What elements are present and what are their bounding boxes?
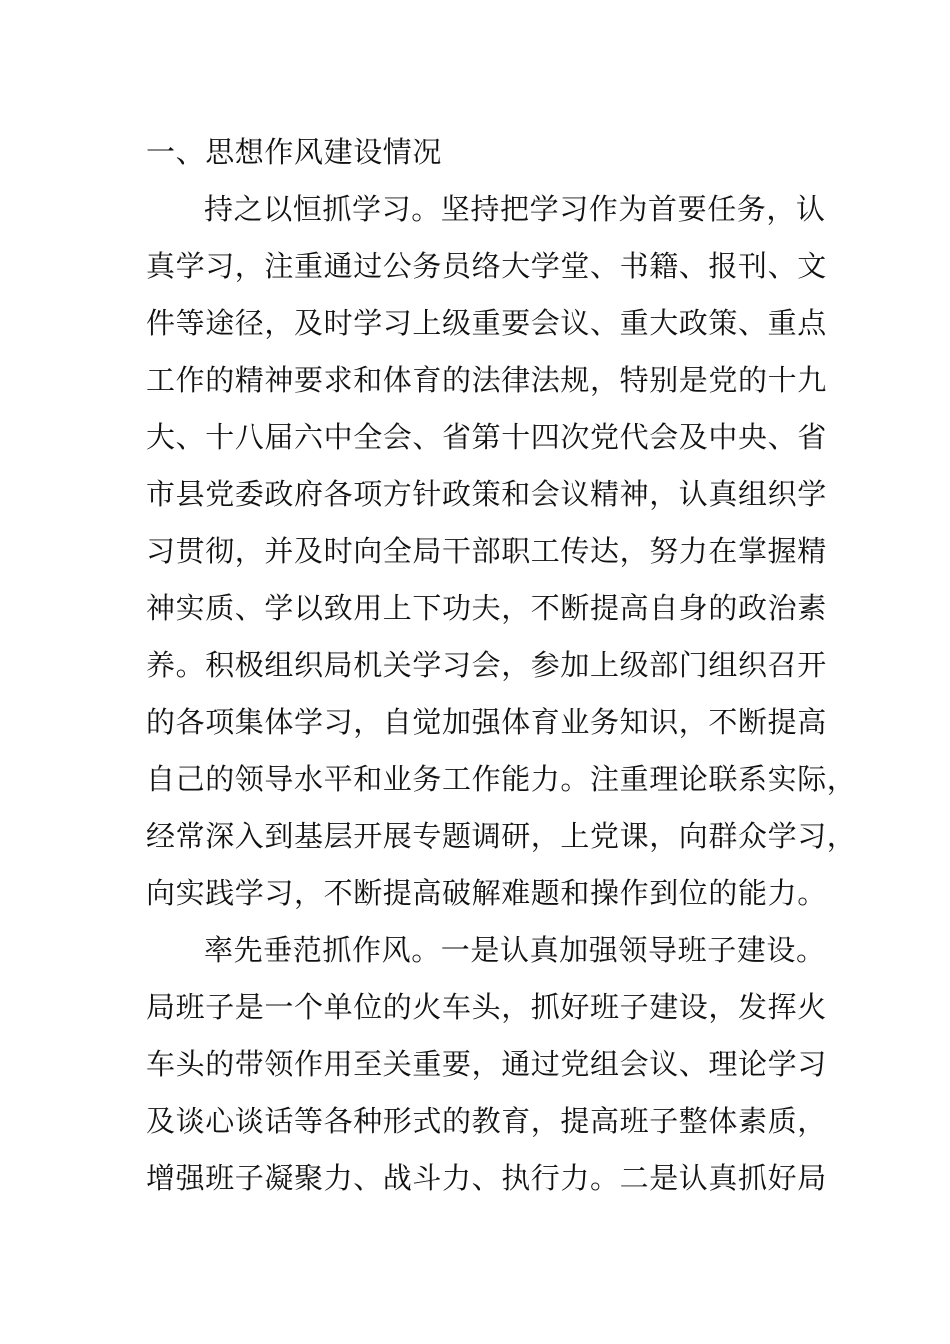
section-heading: 一、思想作风建设情况 bbox=[146, 135, 443, 169]
paragraph-line: 习贯彻，并及时向全局干部职工传达，努力在掌握精 bbox=[146, 534, 827, 568]
paragraph-line: 向实践学习，不断提高破解难题和操作到位的能力。 bbox=[146, 876, 827, 910]
paragraph-line: 市县党委政府各项方针政策和会议精神，认真组织学 bbox=[146, 477, 827, 511]
paragraph-line: 车头的带领作用至关重要，通过党组会议、理论学习 bbox=[146, 1047, 827, 1081]
paragraph-line: 自己的领导水平和业务工作能力。注重理论联系实际， bbox=[146, 762, 857, 796]
paragraph-line: 及谈心谈话等各种形式的教育，提高班子整体素质， bbox=[146, 1104, 827, 1138]
paragraph-line: 养。积极组织局机关学习会，参加上级部门组织召开 bbox=[146, 648, 827, 682]
paragraph-line: 局班子是一个单位的火车头，抓好班子建设，发挥火 bbox=[146, 990, 827, 1024]
paragraph-line: 大、十八届六中全会、省第十四次党代会及中央、省 bbox=[146, 420, 827, 454]
paragraph-line: 件等途径，及时学习上级重要会议、重大政策、重点 bbox=[146, 306, 827, 340]
paragraph-line: 持之以恒抓学习。坚持把学习作为首要任务，认 bbox=[204, 192, 826, 226]
paragraph-line: 神实质、学以致用上下功夫，不断提高自身的政治素 bbox=[146, 591, 827, 625]
paragraph-line: 率先垂范抓作风。一是认真加强领导班子建设。 bbox=[204, 933, 826, 967]
paragraph-line: 的各项集体学习，自觉加强体育业务知识，不断提高 bbox=[146, 705, 827, 739]
paragraph-line: 工作的精神要求和体育的法律法规，特别是党的十九 bbox=[146, 363, 827, 397]
paragraph-line: 真学习，注重通过公务员络大学堂、书籍、报刊、文 bbox=[146, 249, 827, 283]
paragraph-line: 经常深入到基层开展专题调研，上党课，向群众学习， bbox=[146, 819, 857, 853]
paragraph-line: 增强班子凝聚力、战斗力、执行力。二是认真抓好局 bbox=[146, 1161, 827, 1195]
